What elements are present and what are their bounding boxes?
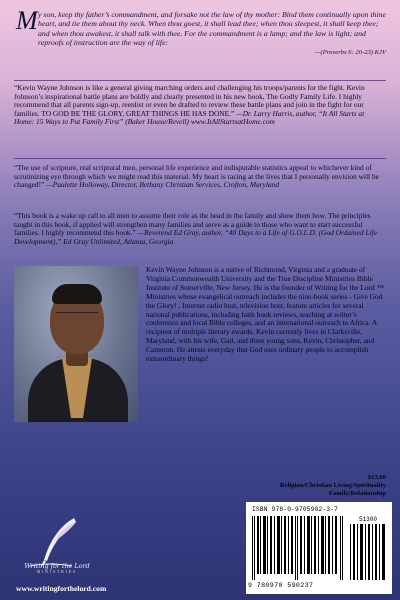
barcode-box — [246, 502, 392, 594]
price: $13.00 — [367, 474, 386, 481]
logo-subtitle: MINISTRIES — [36, 570, 78, 574]
price-block — [280, 474, 386, 498]
isbn-text: ISBN 978-0-9705902-3-7 — [252, 506, 339, 513]
category-1: Religion/Christian Living/Spirituality — [279, 482, 386, 489]
proverb-quote — [16, 6, 386, 57]
endorsement-1 — [14, 84, 386, 127]
proverb-text: y son, keep thy father’s commandment, and forsake not the law of thy mother: Bind them continually upon thine heart, and tie them about thy neck. When thou goest, it shall lead thee; when thou sleepest, it shall keep thee; and when thou awakest, it shall talk with thee. For the commandment is a lamp; and the law is light; and reproofs of instruction are the way of life: — [38, 10, 386, 47]
endorsement-attribution: —Dr. Larry Harris, author, “It All Starts at Home: 15 Ways to Put Family First” (Baker House/Revell) www.ItAllStartsatHome.com — [14, 108, 365, 127]
category-2: Family/Relationship — [328, 490, 386, 497]
endorsement-attribution: —Reverend Ed Gray, author, “40 Days to a Life of G.O.L.D. (God Ordained Life Development),” Ed Gray Unlimited, Atlanta, Georgia — [14, 228, 378, 246]
proverb-citation: —(Proverbs 6: 20-23) KJV — [314, 49, 386, 57]
endorsement-2 — [14, 164, 386, 190]
price-code: 51300 — [358, 516, 377, 523]
author-photo — [14, 266, 138, 422]
photo-glasses — [56, 312, 98, 321]
barcode-icon — [252, 516, 344, 580]
endorsement-quote: “Kevin Wayne Johnson is like a general giving marching orders and challenging his troops/parents for the fight. Kevin Johnson’s inspirational battle plans are boldly and clearly presented in his new book, The Godly Family Life. I highly recommend that all parents sign-up, reenlist or even be drafted to review these battle plans and join in the fight for our families. TO GOD BE THE GLORY, GREAT THINGS HE HAS DONE.” — [14, 83, 365, 118]
endorsement-3 — [14, 212, 386, 246]
website-link[interactable]: www.writingforthelord.com — [16, 584, 107, 593]
proverb-dropcap: M — [16, 6, 38, 35]
divider-1 — [14, 80, 386, 81]
barcode-number: 9 780970 590237 — [248, 582, 314, 589]
logo-name: Writing for the Lord — [24, 562, 90, 570]
price-barcode-icon — [350, 524, 386, 580]
photo-hair — [52, 284, 102, 304]
endorsement-quote: “The use of scripture, real scriptural men, personal life experience and indisputable statistics appeal to whichever kind of scrutinizing eye through which we might read this material. My heart is racing at the lives that I personally envision will be changed!” — [14, 163, 379, 190]
endorsement-attribution: —Paulette Holloway, Director, Bethany Christian Services, Crofton, Maryland — [46, 180, 280, 190]
endorsement-quote: “This book is a wake up call to all men to assume their role as the head in the family and show them how. The principles taught in this book, if applied will strengthen many families and serve as a guide to those who want to start successful families. I highly recommend this book.” — [14, 211, 371, 238]
author-bio: Kevin Wayne Johnson is a native of Richmond, Virginia and a graduate of Virginia Commonwealth University and the True Discipline Ministries Bible Institute of Somerville, New Jersey. He is the founder of Writing for the Lord ™ Ministries whose evangelical outreach includes the nine-book series - Give God the Glory! , Internet radio host, television host, feature articles for several national publications, including faith book reviews, teaching at writer’s conference and local Bible colleges, and an international outreach to Africa. A recipient of multiple literary awards, Kevin currently lives in Clarksville, Maryland, with his wife, Gail, and three young sons, Kevin, Christopher, and Cameron. He attests everyday that God uses ordinary people to accomplish extraordinary things! — [146, 265, 384, 364]
divider-2 — [14, 158, 386, 159]
